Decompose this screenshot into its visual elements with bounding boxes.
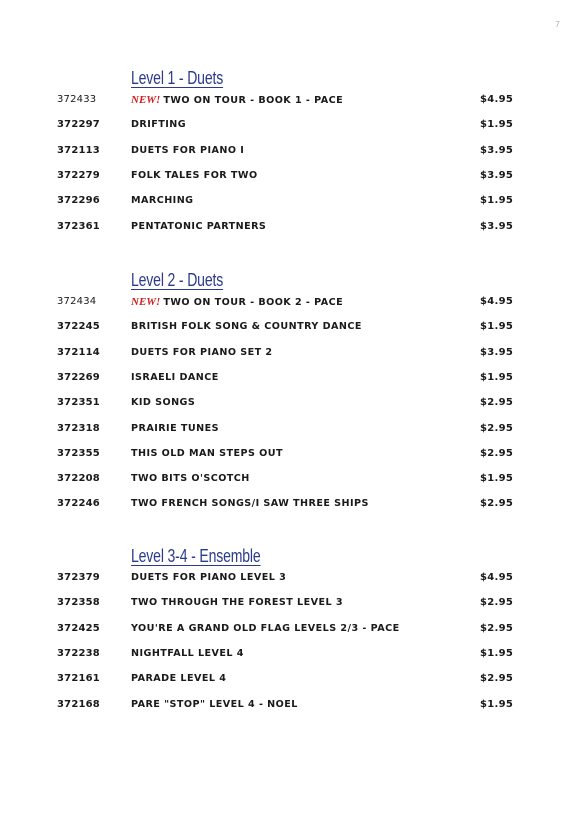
item-title bbox=[131, 170, 258, 181]
item-code: 372355 bbox=[57, 447, 100, 459]
item-price: $1.95 bbox=[480, 119, 514, 131]
item-price: $2.95 bbox=[480, 397, 514, 409]
item-price: $1.95 bbox=[480, 647, 514, 659]
catalog-row bbox=[0, 94, 580, 112]
item-title-text: THIS OLD MAN STEPS OUT bbox=[131, 447, 283, 459]
item-code: 372208 bbox=[57, 473, 100, 485]
item-title-text: DRIFTING bbox=[131, 119, 187, 131]
new-badge: NEW! bbox=[131, 94, 161, 106]
item-title bbox=[131, 648, 244, 659]
item-price: $3.95 bbox=[480, 169, 514, 181]
item-title bbox=[131, 473, 250, 484]
new-badge: NEW! bbox=[131, 296, 161, 308]
section-title: Level 3-4 - Ensemble bbox=[131, 546, 261, 566]
item-title-text: YOU'RE A GRAND OLD FLAG LEVELS 2/3 - PACE bbox=[131, 622, 400, 634]
item-title-text: PARADE LEVEL 4 bbox=[131, 673, 227, 685]
item-title bbox=[131, 195, 194, 206]
item-title bbox=[131, 397, 195, 408]
catalog-row bbox=[0, 372, 580, 390]
item-title bbox=[131, 221, 266, 232]
item-title-text: DUETS FOR PIANO SET 2 bbox=[131, 346, 273, 358]
item-title bbox=[131, 94, 343, 106]
item-title bbox=[131, 347, 273, 358]
item-price: $2.95 bbox=[480, 673, 514, 685]
item-code: 372168 bbox=[57, 698, 100, 710]
catalog-row bbox=[0, 423, 580, 441]
catalog-row bbox=[0, 221, 580, 239]
catalog-row bbox=[0, 321, 580, 339]
item-code: 372245 bbox=[57, 321, 100, 333]
page-number: 7 bbox=[554, 20, 560, 29]
catalog-row bbox=[0, 347, 580, 365]
item-title bbox=[131, 448, 283, 459]
item-price: $1.95 bbox=[480, 195, 514, 207]
item-code: 372318 bbox=[57, 422, 100, 434]
item-title-text: MARCHING bbox=[131, 195, 194, 207]
item-title bbox=[131, 699, 298, 710]
item-title bbox=[131, 498, 369, 509]
item-title bbox=[131, 145, 244, 156]
item-title-text: DUETS FOR PIANO I bbox=[131, 144, 245, 156]
catalog-row bbox=[0, 699, 580, 717]
item-price: $4.95 bbox=[480, 572, 514, 583]
item-code: 372161 bbox=[57, 673, 100, 685]
item-code: 372296 bbox=[57, 195, 100, 207]
item-title bbox=[131, 321, 362, 332]
item-title-text: FOLK TALES FOR TWO bbox=[131, 169, 258, 181]
item-code: 372351 bbox=[57, 397, 100, 409]
item-title-text: TWO BITS O'SCOTCH bbox=[131, 473, 250, 485]
item-code: 372433 bbox=[57, 94, 97, 105]
catalog-row bbox=[0, 145, 580, 163]
catalog-row bbox=[0, 623, 580, 641]
section-title: Level 2 - Duets bbox=[131, 270, 224, 290]
item-code: 372361 bbox=[57, 220, 100, 232]
catalog-row bbox=[0, 448, 580, 466]
item-price: $1.95 bbox=[480, 473, 514, 485]
item-code: 372379 bbox=[57, 572, 100, 583]
item-code: 372113 bbox=[57, 144, 100, 156]
item-price: $4.95 bbox=[480, 94, 514, 105]
item-price: $2.95 bbox=[480, 498, 514, 510]
catalog-row bbox=[0, 572, 580, 590]
item-title bbox=[131, 423, 219, 434]
item-title bbox=[131, 119, 186, 130]
item-price: $4.95 bbox=[480, 296, 514, 307]
item-code: 372114 bbox=[57, 346, 100, 358]
catalog-row bbox=[0, 648, 580, 666]
item-title bbox=[131, 673, 226, 684]
item-title-text: TWO FRENCH SONGS/I SAW THREE SHIPS bbox=[131, 498, 369, 510]
item-title-text: PENTATONIC PARTNERS bbox=[131, 220, 267, 232]
item-code: 372279 bbox=[57, 169, 100, 181]
item-price: $1.95 bbox=[480, 321, 514, 333]
catalog-row bbox=[0, 673, 580, 691]
item-title-text: KID SONGS bbox=[131, 397, 196, 409]
catalog-row bbox=[0, 170, 580, 188]
item-title-text: NIGHTFALL LEVEL 4 bbox=[131, 647, 244, 659]
item-code: 372246 bbox=[57, 498, 100, 510]
catalog-row bbox=[0, 296, 580, 314]
item-title bbox=[131, 597, 343, 608]
item-price: $2.95 bbox=[480, 422, 514, 434]
item-price: $2.95 bbox=[480, 622, 514, 634]
section-title: Level 1 - Duets bbox=[131, 68, 224, 88]
item-price: $1.95 bbox=[480, 698, 514, 710]
item-title-text: BRITISH FOLK SONG & COUNTRY DANCE bbox=[131, 321, 362, 333]
item-price: $2.95 bbox=[480, 597, 514, 609]
catalog-row bbox=[0, 119, 580, 137]
item-title-text: TWO ON TOUR - BOOK 2 - PACE bbox=[163, 297, 344, 308]
item-price: $1.95 bbox=[480, 371, 514, 383]
item-title bbox=[131, 372, 219, 383]
item-code: 372297 bbox=[57, 119, 100, 131]
catalog-row bbox=[0, 498, 580, 516]
item-title-text: DUETS FOR PIANO LEVEL 3 bbox=[131, 572, 287, 583]
item-title-text: ISRAELI DANCE bbox=[131, 371, 219, 383]
catalog-row bbox=[0, 473, 580, 491]
item-price: $3.95 bbox=[480, 220, 514, 232]
item-price: $2.95 bbox=[480, 447, 514, 459]
item-code: 372434 bbox=[57, 296, 97, 307]
item-title-text: TWO ON TOUR - BOOK 1 - PACE bbox=[163, 95, 344, 106]
item-code: 372238 bbox=[57, 647, 100, 659]
item-title bbox=[131, 572, 286, 583]
catalog-row bbox=[0, 597, 580, 615]
item-price: $3.95 bbox=[480, 144, 514, 156]
item-title bbox=[131, 623, 400, 634]
item-code: 372269 bbox=[57, 371, 100, 383]
catalog-row bbox=[0, 397, 580, 415]
item-price: $3.95 bbox=[480, 346, 514, 358]
item-code: 372425 bbox=[57, 622, 100, 634]
item-title-text: PARE "STOP" LEVEL 4 - NOEL bbox=[131, 698, 298, 710]
item-code: 372358 bbox=[57, 597, 100, 609]
catalog-row bbox=[0, 195, 580, 213]
item-title-text: PRAIRIE TUNES bbox=[131, 422, 219, 434]
item-title-text: TWO THROUGH THE FOREST LEVEL 3 bbox=[131, 597, 343, 609]
item-title bbox=[131, 296, 343, 308]
